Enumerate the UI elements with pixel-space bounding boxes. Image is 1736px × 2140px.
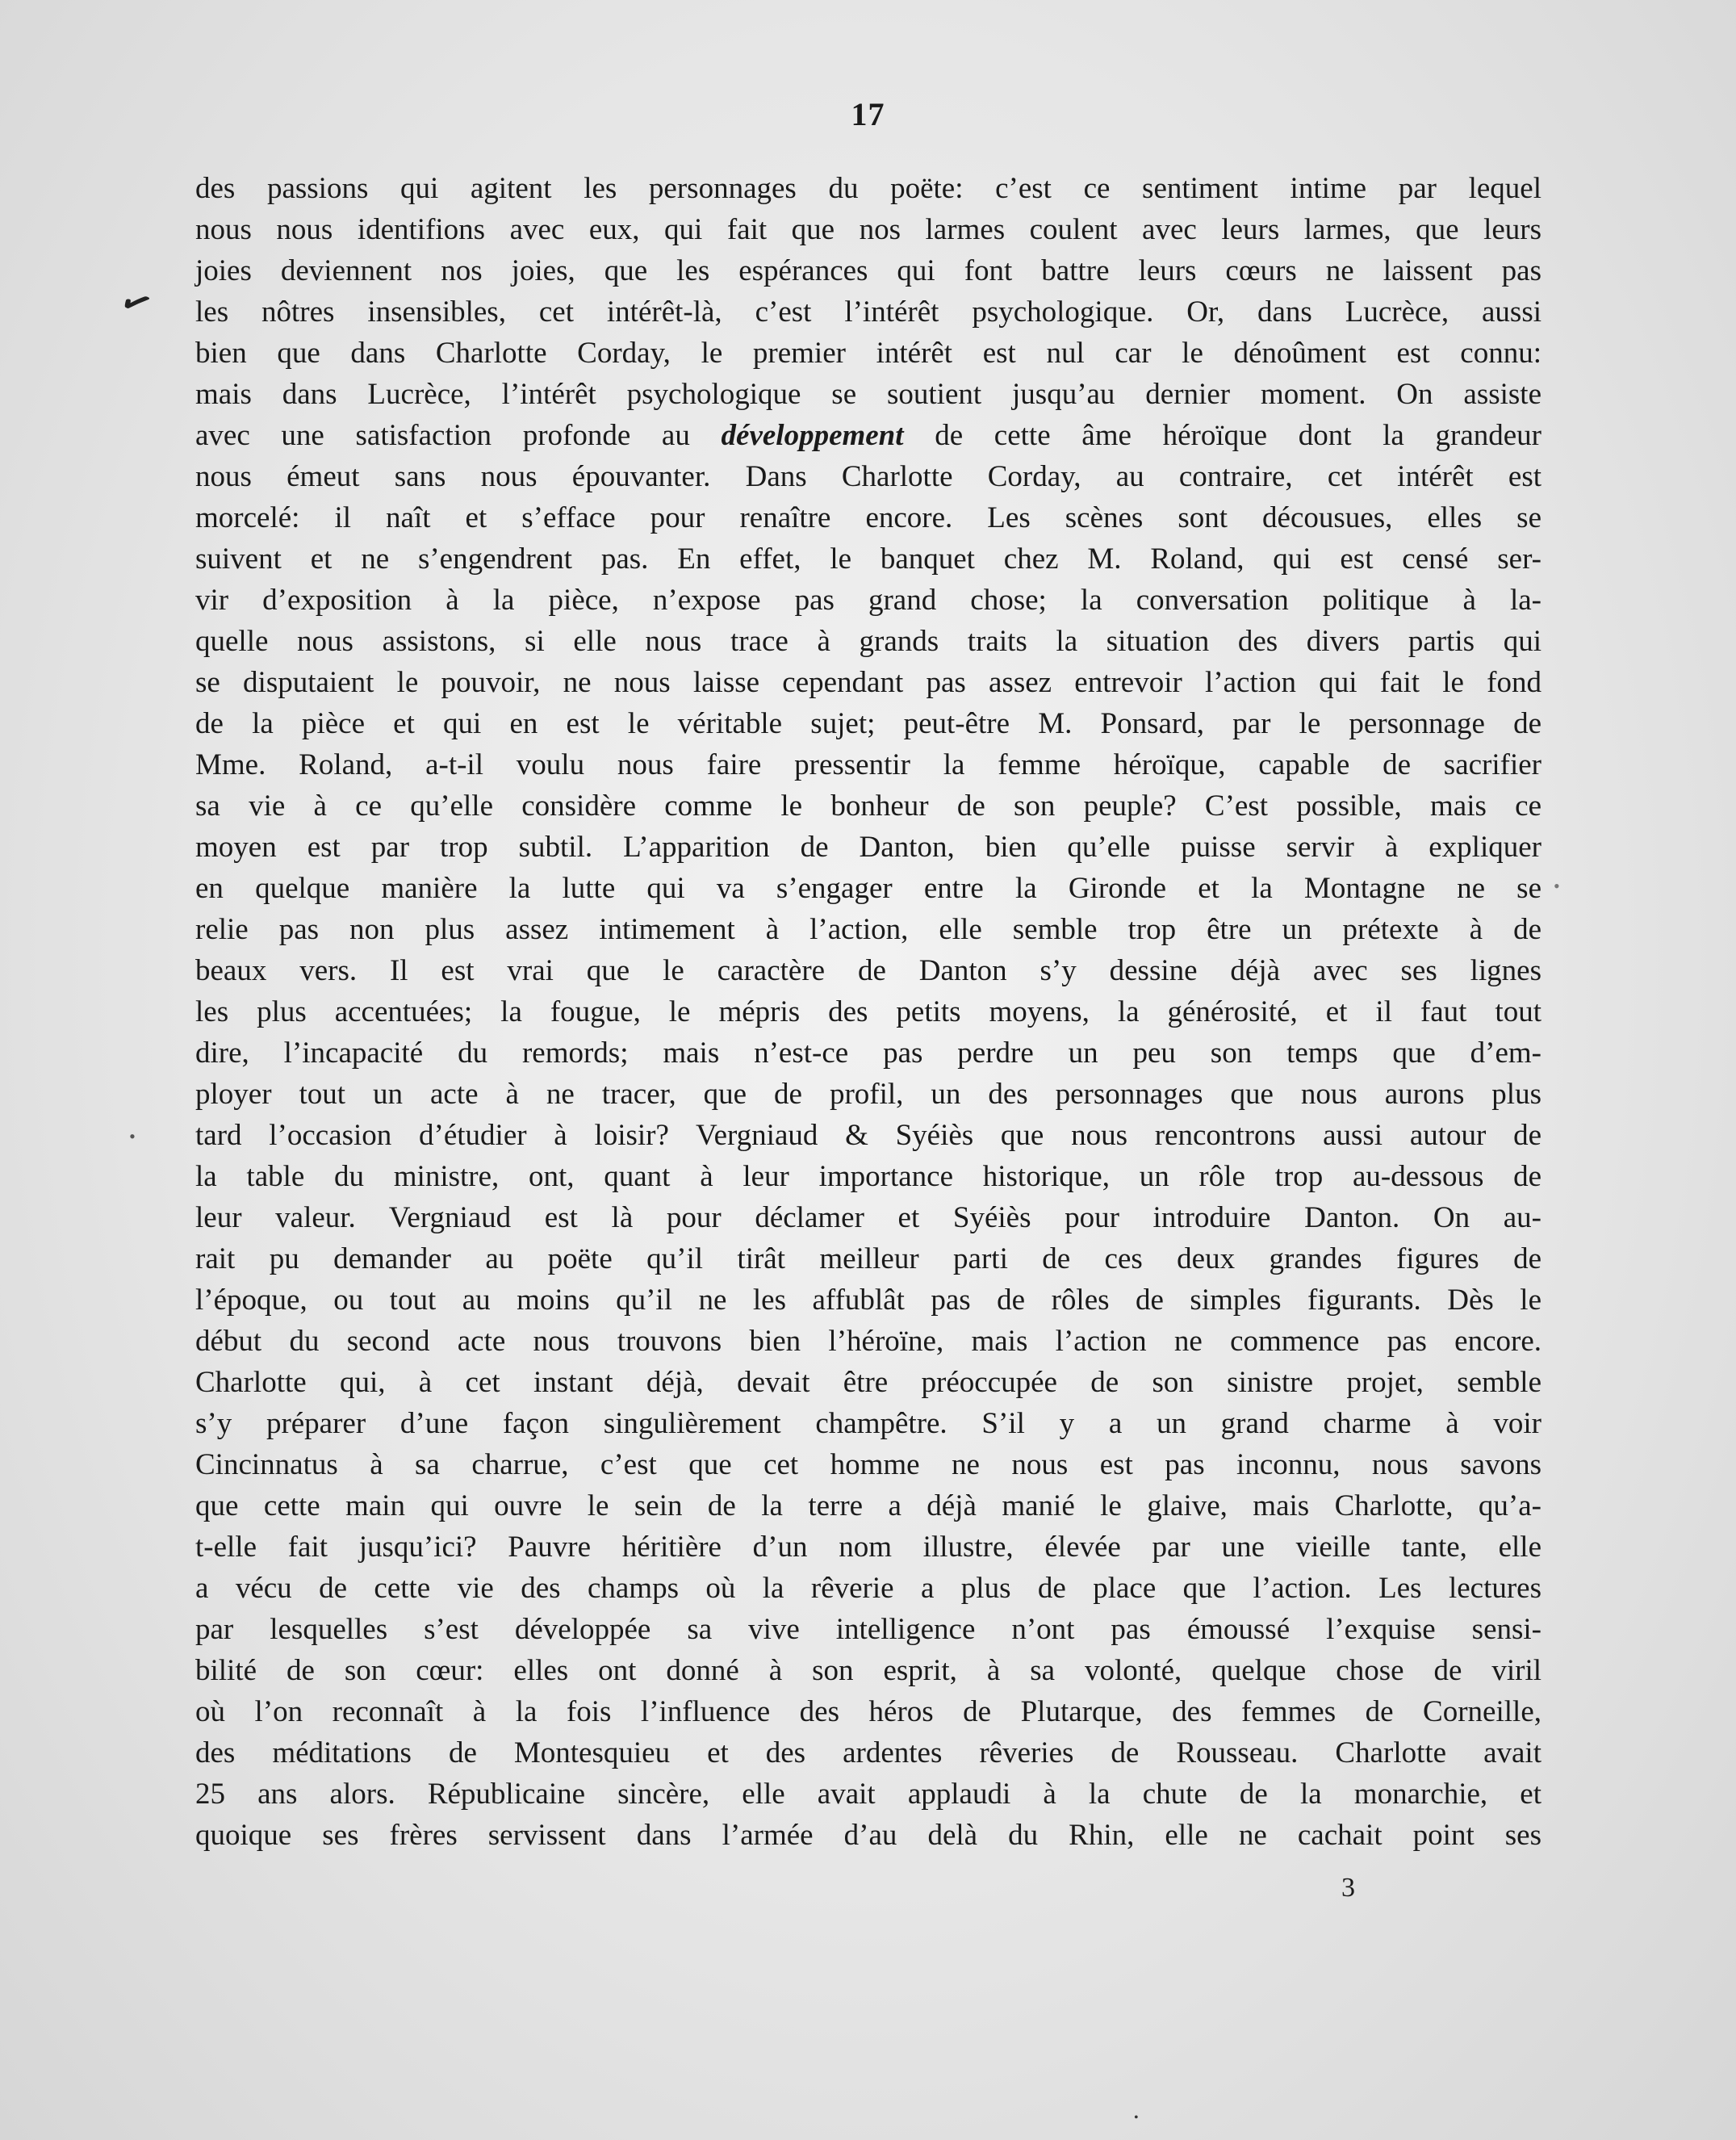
text-line: que cette main qui ouvre le sein de la terre a déjà manié le glaive, mais Charlotte, qu’a- bbox=[195, 1489, 1541, 1522]
text-line: en quelque manière la lutte qui va s’engager entre la Gironde et la Montagne ne se bbox=[195, 872, 1541, 905]
text-line: tard l’occasion d’étudier à loisir? Vergniaud & Syéiès que nous rencontrons aussi autour de bbox=[195, 1119, 1541, 1152]
text-line: les nôtres insensibles, cet intérêt-là, c’est l’intérêt psychologique. Or, dans Lucrèce, aussi bbox=[195, 295, 1541, 329]
text-line: leur valeur. Vergniaud est là pour déclamer et Syéiès pour introduire Danton. On au- bbox=[195, 1201, 1541, 1234]
text-line: quelle nous assistons, si elle nous trace à grands traits la situation des divers partis qui bbox=[195, 625, 1541, 658]
page-number: 17 bbox=[851, 96, 885, 132]
text-line: t-elle fait jusqu’ici? Pauvre héritière d’un nom illustre, élevée par une vieille tante, elle bbox=[195, 1531, 1541, 1564]
text-line: des méditations de Montesquieu et des ardentes rêveries de Rousseau. Charlotte avait bbox=[195, 1736, 1541, 1769]
text-line: se disputaient le pouvoir, ne nous laisse cependant pas assez entrevoir l’action qui fait le fond bbox=[195, 666, 1541, 699]
body-text bbox=[195, 168, 1541, 1856]
text-line: quoique ses frères servissent dans l’armée d’au delà du Rhin, elle ne cachait point ses bbox=[195, 1819, 1541, 1852]
text-fragment: avec une satisfaction profonde au bbox=[195, 419, 722, 452]
text-line: Cincinnatus à sa charrue, c’est que cet homme ne nous est pas inconnu, nous savons bbox=[195, 1448, 1541, 1481]
text-line: joies deviennent nos joies, que les espérances qui font battre leurs cœurs ne laissent pas bbox=[195, 254, 1541, 287]
text-line: la table du ministre, ont, quant à leur importance historique, un rôle trop au-dessous de bbox=[195, 1160, 1541, 1193]
text-line: relie pas non plus assez intimement à l’action, elle semble trop être un prétexte à de bbox=[195, 913, 1541, 946]
emphasized-word: développement bbox=[721, 419, 904, 452]
text-line: morcelé: il naît et s’efface pour renaître encore. Les scènes sont décousues, elles se bbox=[195, 501, 1541, 534]
text-line: rait pu demander au poëte qu’il tirât meilleur parti de ces deux grandes figures de bbox=[195, 1242, 1541, 1275]
text-line: s’y préparer d’une façon singulièrement champêtre. S’il y a un grand charme à voir bbox=[195, 1407, 1541, 1440]
text-line: vir d’exposition à la pièce, n’expose pas grand chose; la conversation politique à la- bbox=[195, 584, 1541, 617]
text-line: mais dans Lucrèce, l’intérêt psychologique se soutient jusqu’au dernier moment. On assiste bbox=[195, 378, 1541, 411]
text-line: 25 ans alors. Républicaine sincère, elle avait applaudi à la chute de la monarchie, et bbox=[195, 1778, 1541, 1811]
ink-speck: • bbox=[1554, 876, 1560, 896]
text-line: Charlotte qui, à cet instant déjà, devait être préoccupée de son sinistre projet, semble bbox=[195, 1366, 1541, 1399]
text-line: l’époque, ou tout au moins qu’il ne les affublât pas de rôles de simples figurants. Dès le bbox=[195, 1284, 1541, 1317]
text-line: dire, l’incapacité du remords; mais n’est-ce pas perdre un peu son temps que d’em- bbox=[195, 1036, 1541, 1070]
text-line: où l’on reconnaît à la fois l’influence des héros de Plutarque, des femmes de Corneille, bbox=[195, 1695, 1541, 1728]
ink-speck: • bbox=[1134, 2111, 1139, 2125]
text-line: suivent et ne s’engendrent pas. En effet, le banquet chez M. Roland, qui est censé ser- bbox=[195, 542, 1541, 576]
text-line bbox=[195, 415, 1541, 456]
text-line: nous émeut sans nous épouvanter. Dans Charlotte Corday, au contraire, cet intérêt est bbox=[195, 460, 1541, 493]
text-fragment: de cette âme héroïque dont la grandeur bbox=[903, 419, 1541, 452]
text-line: beaux vers. Il est vrai que le caractère de Danton s’y dessine déjà avec ses lignes bbox=[195, 954, 1541, 987]
text-line: de la pièce et qui en est le véritable sujet; peut-être M. Ponsard, par le personnage de bbox=[195, 707, 1541, 740]
text-line: des passions qui agitent les personnages du poëte: c’est ce sentiment intime par lequel bbox=[195, 172, 1541, 205]
text-line: sa vie à ce qu’elle considère comme le bonheur de son peuple? C’est possible, mais ce bbox=[195, 789, 1541, 823]
text-line: début du second acte nous trouvons bien l’héroïne, mais l’action ne commence pas encore. bbox=[195, 1325, 1541, 1358]
text-line: ployer tout un acte à ne tracer, que de profil, un des personnages que nous aurons plus bbox=[195, 1078, 1541, 1111]
text-line: par lesquelles s’est développée sa vive intelligence n’ont pas émoussé l’exquise sensi- bbox=[195, 1613, 1541, 1646]
ink-speck: • bbox=[125, 1125, 140, 1147]
text-line: moyen est par trop subtil. L’apparition de Danton, bien qu’elle puisse servir à expliquer bbox=[195, 831, 1541, 864]
text-line: Mme. Roland, a-t-il voulu nous faire pressentir la femme héroïque, capable de sacrifier bbox=[195, 748, 1541, 781]
text-line: nous nous identifions avec eux, qui fait que nos larmes coulent avec leurs larmes, que leurs bbox=[195, 213, 1541, 246]
signature-mark: 3 bbox=[1341, 1873, 1355, 1903]
pencil-tick-mark: ✓ bbox=[113, 278, 159, 328]
text-line: bilité de son cœur: elles ont donné à son esprit, à sa volonté, quelque chose de viril bbox=[195, 1654, 1541, 1687]
text-line: bien que dans Charlotte Corday, le premier intérêt est nul car le dénoûment est connu: bbox=[195, 337, 1541, 370]
text-line: les plus accentuées; la fougue, le mépris des petits moyens, la générosité, et il faut tout bbox=[195, 995, 1541, 1028]
text-line: a vécu de cette vie des champs où la rêverie a plus de place que l’action. Les lectures bbox=[195, 1572, 1541, 1605]
